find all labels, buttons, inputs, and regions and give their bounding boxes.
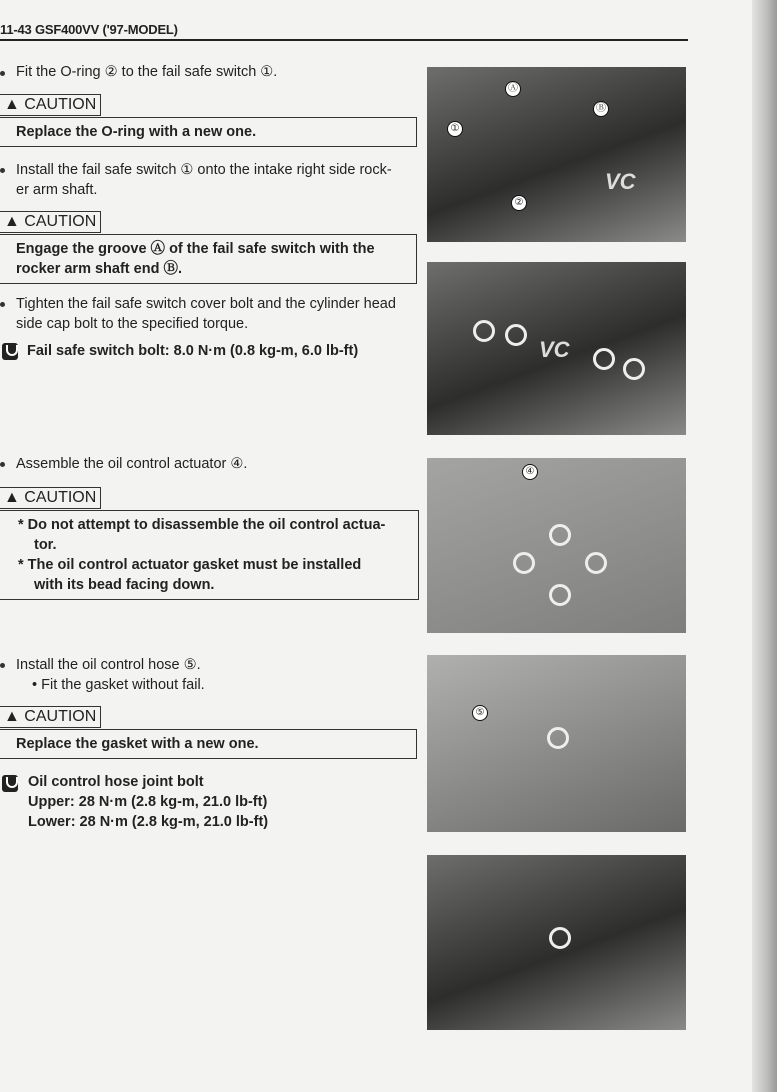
- caution-label: ▲ CAUTION: [0, 211, 101, 233]
- caution-label: ▲ CAUTION: [0, 706, 101, 728]
- line: rocker arm shaft end Ⓑ.: [16, 261, 182, 277]
- bolt-marker: [585, 552, 607, 574]
- step-1-text: Fit the O-ring ② to the fail safe switch ①.: [16, 64, 278, 80]
- photo-lower-hose-bolt: [427, 855, 686, 1030]
- callout-label: ②: [511, 195, 527, 211]
- photo-oil-control-actuator: [427, 458, 686, 633]
- line: Upper: 28 N·m (2.8 kg-m, 21.0 lb-ft): [28, 794, 268, 810]
- bullet: [0, 302, 5, 307]
- line: with its bead facing down.: [34, 577, 215, 593]
- sub-text: Fit the gasket without fail.: [41, 677, 205, 693]
- bolt-marker: [547, 727, 569, 749]
- step-3-text: [16, 294, 396, 334]
- photo-oil-control-hose: [427, 655, 686, 832]
- torque-spec: [28, 772, 268, 832]
- caution-box: [0, 510, 419, 600]
- callout-label: ①: [447, 121, 463, 137]
- line: tor.: [34, 537, 57, 553]
- bolt-marker: [623, 358, 645, 380]
- photo-fail-safe-switch: [427, 67, 686, 242]
- bolt-marker: [473, 320, 495, 342]
- vc-logo: VC: [605, 169, 636, 194]
- line: Oil control hose joint bolt: [28, 774, 204, 790]
- line: Engage the groove Ⓐ of the fail safe switch with the: [16, 241, 375, 257]
- bolt-marker: [549, 927, 571, 949]
- caution-box: [0, 234, 417, 284]
- caution-text: CAUTION: [24, 708, 97, 725]
- caution-text: CAUTION: [24, 213, 97, 230]
- line: Install the fail safe switch ① onto the intake right side rock-: [16, 162, 392, 178]
- caution-label: ▲ CAUTION: [0, 487, 101, 509]
- callout-label: Ⓐ: [505, 81, 521, 97]
- bolt-marker: [593, 348, 615, 370]
- line: * Do not attempt to disassemble the oil control actua-: [18, 517, 386, 533]
- bolt-marker: [549, 524, 571, 546]
- callout-label: Ⓑ: [593, 101, 609, 117]
- page-header: 11-43 GSF400VV ('97-MODEL): [0, 22, 178, 37]
- caution-text: CAUTION: [24, 489, 97, 506]
- callout-label: ⑤: [472, 705, 488, 721]
- line: Lower: 28 N·m (2.8 kg-m, 21.0 lb-ft): [28, 814, 269, 830]
- caution-text: CAUTION: [24, 96, 97, 113]
- step-5-sub: • Fit the gasket without fail.: [32, 677, 205, 693]
- bolt-marker: [513, 552, 535, 574]
- torque-wrench-icon: [2, 775, 18, 792]
- photo-cylinder-head-bolts: [427, 262, 686, 435]
- caution-box: Replace the O-ring with a new one.: [0, 117, 417, 147]
- header-rule: [0, 39, 688, 41]
- step-4-text: Assemble the oil control actuator ④.: [16, 456, 248, 472]
- bullet: [0, 663, 5, 668]
- line: Tighten the fail safe switch cover bolt and the cylinder head: [16, 296, 396, 312]
- step-5-text: Install the oil control hose ⑤.: [16, 657, 201, 673]
- step-2-text: [16, 160, 392, 200]
- line: side cap bolt to the specified torque.: [16, 316, 249, 332]
- vc-logo: VC: [539, 337, 570, 362]
- bullet: [0, 71, 5, 76]
- bolt-marker: [505, 324, 527, 346]
- caution-box: Replace the gasket with a new one.: [0, 729, 417, 759]
- torque-spec: Fail safe switch bolt: 8.0 N·m (0.8 kg-m, 6.0 lb-ft): [27, 343, 359, 359]
- bolt-marker: [549, 584, 571, 606]
- line: * The oil control actuator gasket must be installed: [18, 557, 362, 573]
- torque-wrench-icon: [2, 343, 18, 360]
- caution-label: ▲ CAUTION: [0, 94, 101, 116]
- bullet: [0, 462, 5, 467]
- page-edge: [752, 0, 777, 1092]
- bullet: [0, 168, 5, 173]
- line: er arm shaft.: [16, 182, 98, 198]
- callout-label: ④: [522, 464, 538, 480]
